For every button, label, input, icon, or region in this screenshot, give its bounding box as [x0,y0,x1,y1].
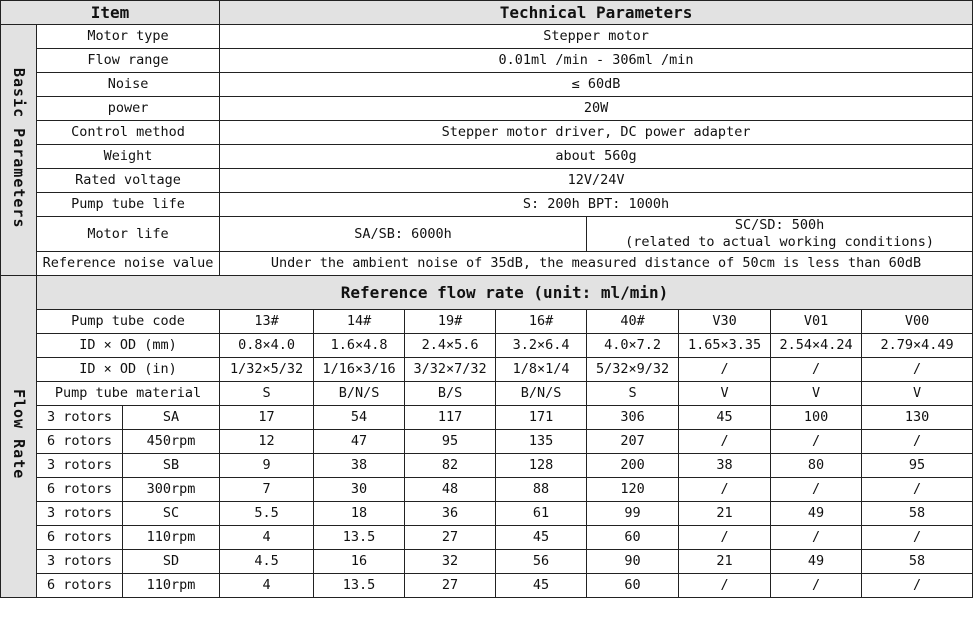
flow-value: 48 [405,478,496,502]
rotors-label: 6 rotors [37,574,123,598]
spec-cell: 1.65×3.35 [679,334,771,358]
flow-value: 12 [220,430,314,454]
item-header: Item [1,1,220,25]
rotors-label: 3 rotors [37,454,123,478]
spec-cell: 2.4×5.6 [405,334,496,358]
flow-value: / [862,430,973,454]
flow-value: / [771,478,862,502]
param-label: Rated voltage [37,169,220,193]
flow-value: 13.5 [314,526,405,550]
reference-noise-row [1,252,973,276]
flow-value: 117 [405,406,496,430]
flow-value: 200 [587,454,679,478]
spec-cell: B/S [405,382,496,406]
basic-row [1,169,973,193]
rotors-label: 3 rotors [37,502,123,526]
spec-cell: S [587,382,679,406]
flow-value: 9 [220,454,314,478]
flow-value: 38 [314,454,405,478]
flow-value: 45 [496,526,587,550]
spec-cell: 19# [405,310,496,334]
flow-value: / [862,574,973,598]
param-label: Flow range [37,49,220,73]
param-label: Pump tube life [37,193,220,217]
basic-row [1,25,973,49]
flow-value: 171 [496,406,587,430]
spec-cell: 13# [220,310,314,334]
rotors-label: 3 rotors [37,406,123,430]
flow-value: 5.5 [220,502,314,526]
basic-row [1,145,973,169]
basic-row [1,49,973,73]
flow-value: 61 [496,502,587,526]
param-value: ≤ 60dB [220,73,973,97]
flow-value: 60 [587,526,679,550]
flow-value: 207 [587,430,679,454]
flow-value: 120 [587,478,679,502]
param-value: about 560g [220,145,973,169]
spec-cell: / [862,358,973,382]
spec-cell: V00 [862,310,973,334]
basic-row [1,73,973,97]
flow-rate-text: Flow Rate [10,389,28,480]
rotors-label: 6 rotors [37,430,123,454]
flow-value: 88 [496,478,587,502]
flow-value: 7 [220,478,314,502]
flow-row [1,526,973,550]
motor-life-sc-sd-line1: SC/SD: 500h [734,217,825,233]
flow-value: / [862,478,973,502]
spec-cell: 16# [496,310,587,334]
flow-value: 27 [405,574,496,598]
spec-row [1,358,973,382]
spec-cell: 4.0×7.2 [587,334,679,358]
spec-cell: / [679,358,771,382]
pump-head-model: SD [123,550,220,574]
rotors-label: 6 rotors [37,478,123,502]
param-value: S: 200h BPT: 1000h [220,193,973,217]
flow-value: 47 [314,430,405,454]
flow-value: 58 [862,550,973,574]
pump-head-model: SB [123,454,220,478]
spec-label: Pump tube material [37,382,220,406]
flow-value: 80 [771,454,862,478]
flow-row [1,406,973,430]
flow-value: 13.5 [314,574,405,598]
spec-cell: 5/32×9/32 [587,358,679,382]
flow-value: 49 [771,550,862,574]
param-value: Stepper motor [220,25,973,49]
basic-parameters-text: Basic Parameters [10,67,28,229]
flow-value: / [862,526,973,550]
spec-label: Pump tube code [37,310,220,334]
spec-cell: 1/16×3/16 [314,358,405,382]
flow-value: 17 [220,406,314,430]
pump-head-model: SC [123,502,220,526]
motor-life-row [1,217,973,252]
spec-cell: 2.79×4.49 [862,334,973,358]
flow-value: 4 [220,526,314,550]
spec-label: ID × OD (in) [37,358,220,382]
spec-cell: 1/32×5/32 [220,358,314,382]
param-label: Motor type [37,25,220,49]
basic-parameters-label [1,25,37,276]
pump-speed: 450rpm [123,430,220,454]
basic-parameters-section [1,25,973,276]
flow-value: 4 [220,574,314,598]
spec-cell: V01 [771,310,862,334]
spec-row [1,382,973,406]
flow-value: 58 [862,502,973,526]
flow-value: 30 [314,478,405,502]
flow-value: 16 [314,550,405,574]
basic-row [1,97,973,121]
spec-cell: 1.6×4.8 [314,334,405,358]
motor-life-sa-sb: SA/SB: 6000h [220,217,587,252]
flow-value: / [679,478,771,502]
spec-cell: 3/32×7/32 [405,358,496,382]
pump-speed: 110rpm [123,526,220,550]
flow-rate-section [1,276,973,598]
spec-cell: 0.8×4.0 [220,334,314,358]
pump-head-model: SA [123,406,220,430]
pump-speed: 300rpm [123,478,220,502]
param-value: Stepper motor driver, DC power adapter [220,121,973,145]
flow-value: / [771,430,862,454]
flow-row [1,550,973,574]
pump-speed: 110rpm [123,574,220,598]
flow-value: 38 [679,454,771,478]
flow-value: 49 [771,502,862,526]
flow-value: 45 [496,574,587,598]
spec-cell: S [220,382,314,406]
flow-value: / [679,574,771,598]
flow-row [1,574,973,598]
spec-label: ID × OD (mm) [37,334,220,358]
flow-row [1,454,973,478]
flow-row [1,478,973,502]
flow-row [1,502,973,526]
flow-value: 95 [862,454,973,478]
flow-value: 27 [405,526,496,550]
param-label: power [37,97,220,121]
spec-cell: 3.2×6.4 [496,334,587,358]
rotors-label: 6 rotors [37,526,123,550]
spec-cell: 2.54×4.24 [771,334,862,358]
flow-value: 82 [405,454,496,478]
flow-value: / [679,430,771,454]
spec-cell: B/N/S [314,382,405,406]
reference-flow-title: Reference flow rate (unit: ml/min) [37,276,973,310]
flow-value: 135 [496,430,587,454]
param-value: 12V/24V [220,169,973,193]
rotors-label: 3 rotors [37,550,123,574]
basic-row [1,121,973,145]
spec-cell: 1/8×1/4 [496,358,587,382]
param-value: 0.01ml /min - 306ml /min [220,49,973,73]
spec-cell: V30 [679,310,771,334]
flow-value: 36 [405,502,496,526]
flow-value: 60 [587,574,679,598]
reference-noise-value: Under the ambient noise of 35dB, the measured distance of 50cm is less than 60dB [220,252,973,276]
flow-value: 54 [314,406,405,430]
flow-title-row [1,276,973,310]
param-label: Control method [37,121,220,145]
flow-rate-label [1,276,37,598]
motor-life-sc-sd-line2: (related to actual working conditions) [625,234,934,250]
flow-value: 100 [771,406,862,430]
spec-cell: V [679,382,771,406]
param-label: Weight [37,145,220,169]
flow-value: / [679,526,771,550]
flow-row [1,430,973,454]
flow-value: 130 [862,406,973,430]
spec-cell: 40# [587,310,679,334]
flow-value: 90 [587,550,679,574]
flow-value: 306 [587,406,679,430]
header-row [1,1,973,25]
flow-value: 45 [679,406,771,430]
flow-value: 21 [679,550,771,574]
spec-row [1,310,973,334]
spec-cell: V [862,382,973,406]
flow-value: 56 [496,550,587,574]
flow-value: 128 [496,454,587,478]
param-label: Noise [37,73,220,97]
flow-value: 32 [405,550,496,574]
spec-cell: / [771,358,862,382]
spec-row [1,334,973,358]
spec-cell: B/N/S [496,382,587,406]
flow-value: 4.5 [220,550,314,574]
motor-life-sc-sd [587,217,973,252]
spec-cell: V [771,382,862,406]
spec-cell: 14# [314,310,405,334]
flow-value: 95 [405,430,496,454]
motor-life-label: Motor life [37,217,220,252]
basic-row [1,193,973,217]
flow-value: / [771,574,862,598]
flow-value: 21 [679,502,771,526]
flow-value: 18 [314,502,405,526]
param-value: 20W [220,97,973,121]
technical-parameters-header: Technical Parameters [220,1,973,25]
flow-value: / [771,526,862,550]
flow-value: 99 [587,502,679,526]
reference-noise-label: Reference noise value [37,252,220,276]
